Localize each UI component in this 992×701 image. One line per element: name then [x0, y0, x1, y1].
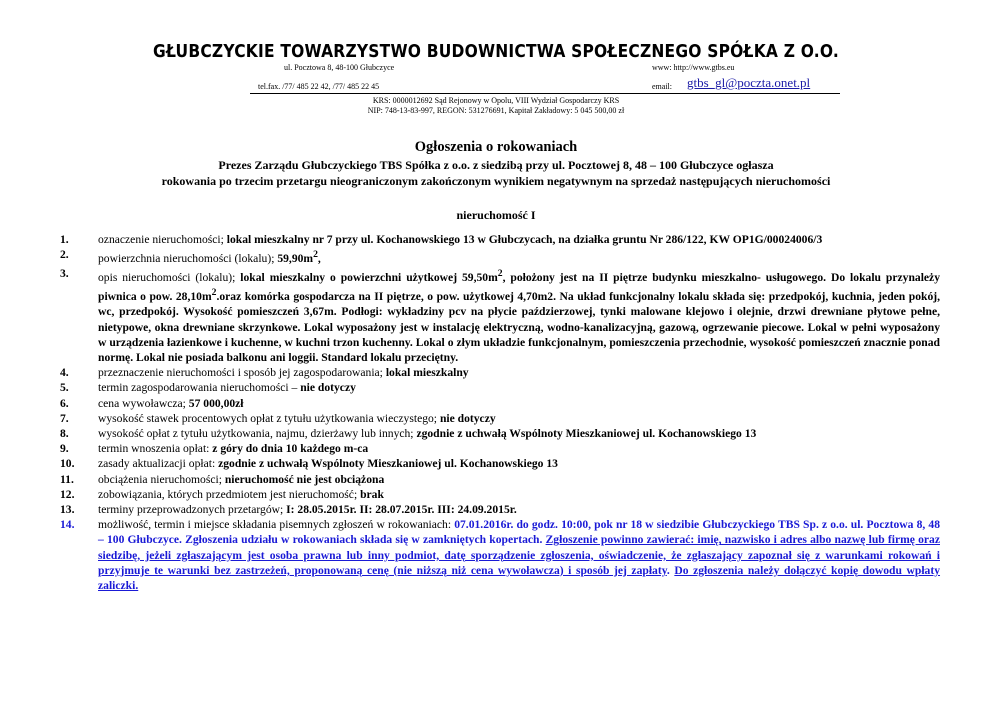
item-text: oznaczenie nieruchomości; lokal mieszkalny nr 7 przy ul. Kochanowskiego 13 w Głubczycach, na działka gruntu Nr 286/122, KW OP1G/00024006/3: [98, 233, 823, 246]
item-text: zasady aktualizacji opłat: zgodnie z uchwałą Wspólnoty Mieszkaniowej ul. Kochanowskiego 13: [98, 457, 558, 471]
item-number: 10.: [60, 457, 75, 471]
item-text: opis nieruchomości (lokalu); lokal mieszkalny o powierzchni użytkowej $59,50m^2$, położony jest na II piętrze budynku mieszkalno- usługowego. Do lokalu przynależy piwnica o pow. $28,10m^2.oraz$ komórka gospodarcza na II piętrze, o pow. użytkowej 4,70m2. Na układ funkcjonalny lokalu składa się: przedpokój, kuchnia, jeden pokój, wc, przedpokój. Wysokość pomieszczeń 3,67m. Podłogi: wykładziny pcv na płycie paździerzowej, tynki malowane klejowo i olejnie, drzwi drewniane płytowe pełne, nietypowe, okna drewniane skrzynkowe. Lokal wyposażony jest w instalację elektryczną, wodno-kanalizacyjną, gazową, ogrzewanie piecowe. Lokal w pełni wyposażony w urządzenia łazienkowe i kuchenne, w kuchni trzon kuchenny. Lokal o złym układzie funkcjonalnym, pomieszczenia przechodnie, wysokość pomieszczeń znacznie ponad normę. Lokal nie posiada balkonu ani loggii. Standard lokalu przeciętny.: [98, 268, 940, 364]
item-number: 4.: [60, 366, 69, 380]
item-number: 9.: [60, 442, 69, 456]
list-item: [60, 411, 940, 426]
item-number: 8.: [60, 427, 69, 441]
item-text: zobowiązania, których przedmiotem jest nieruchomość; brak: [98, 487, 384, 501]
intro-line-1: Prezes Zarządu Głubczyckiego TBS Spółka z o.o. z siedzibą przy ul. Pocztowej 8, 48 – 100 Głubczyce ogłasza: [218, 158, 774, 172]
item-number: 6.: [60, 396, 69, 410]
list-item: [60, 380, 940, 395]
item-number: 13.: [60, 503, 75, 517]
registry-info: [0, 96, 992, 116]
item-number: 12.: [60, 487, 75, 501]
krs-line: KRS: 0000012692 Sąd Rejonowy w Opolu, VIII Wydział Gospodarczy KRS: [372, 96, 620, 105]
item-text: powierzchnia nieruchomości (lokalu); $59,90m^2$,: [98, 249, 321, 266]
nip-line: NIP: 748-13-83-997, REGON: 531276691, Kapitał Zakładowy: 5 045 500,00 zł: [367, 106, 625, 115]
company-telfax: tel.fax. /77/ 485 22 42, /77/ 485 22 45: [258, 82, 380, 91]
company-www[interactable]: www: http://www.gtbs.eu: [652, 63, 735, 72]
intro-line-2: rokowania po trzecim przetargu nieograniczonym zakończonym wynikiem negatywnym na sprzedaż następujących nieruchomości: [161, 174, 831, 188]
item-number: 5.: [60, 381, 69, 395]
list-item: [60, 266, 940, 365]
item-number: 3.: [60, 267, 69, 281]
item-text: wysokość stawek procentowych opłat z tytułu użytkowania wieczystego; nie dotyczy: [98, 411, 496, 425]
item-number: 14.: [60, 518, 75, 532]
item-text: obciążenia nieruchomości; nieruchomość nie jest obciążona: [98, 472, 385, 486]
item-text: termin wnoszenia opłat: z góry do dnia 10 każdego m-ca: [98, 442, 369, 456]
company-address: ul. Pocztowa 8, 48-100 Głubczyce: [284, 63, 395, 72]
email-label: email:: [652, 82, 672, 91]
list-item: [60, 396, 940, 411]
list-item: [60, 456, 940, 471]
page-title: Ogłoszenia o rokowaniach: [414, 139, 578, 155]
property-details-list: [60, 222, 940, 593]
company-name: GŁUBCZYCKIE TOWARZYSTWO BUDOWNICTWA SPOŁECZNEGO SPÓŁKA Z O.O.: [153, 40, 839, 62]
list-item: [60, 232, 940, 247]
list-item: [60, 441, 940, 456]
intro: [0, 157, 992, 189]
item-number: 2.: [60, 248, 69, 262]
item-number: 7.: [60, 411, 69, 425]
item-text: terminy przeprowadzonych przetargów; I: 28.05.2015r. II: 28.07.2015r. III: 24.09.2015r.: [98, 503, 517, 517]
item-text: wysokość opłat z tytułu użytkowania, najmu, dzierżawy lub innych; zgodnie z uchwałą Wspólnoty Mieszkaniowej ul. Kochanowskiego 13: [98, 427, 757, 441]
list-item: [60, 365, 940, 380]
item-number: 1.: [60, 233, 69, 246]
list-item: [60, 247, 940, 266]
list-item: [60, 472, 940, 487]
email-link[interactable]: gtbs_gl@poczta.onet.pl: [687, 75, 811, 90]
item-text: cena wywoławcza; 57 000,00zł: [98, 396, 244, 410]
item-number: 11.: [60, 472, 74, 486]
list-item: [60, 487, 940, 502]
item-text: możliwość, termin i miejsce składania pisemnych zgłoszeń w rokowaniach: 07.01.2016r. do godz. 10:00, pok nr 18 w siedzibie Głubczyckiego TBS Sp. z o.o. ul. Pocztowa 8, 48 – 100 Głubczyce. Zgłoszenia udziału w rokowaniach składa się w zamkniętych kopertach. Zgłoszenie powinno zawierać: imię, nazwisko i adres albo nazwę lub firmę oraz siedzibę, jeżeli zgłaszającym jest osoba prawna lub inny podmiot, datę sporządzenie zgłoszenia, oświadczenie, że zgłaszający zapoznał się z warunkami rokowań i przyjmuje te warunki bez zastrzeżeń, proponowaną cenę (nie niższą niż cena wywoławcza) i sposób jej zapłaty. Do zgłoszenia należy dołączyć kopię dowodu wpłaty zaliczki.: [98, 518, 941, 593]
item-text: przeznaczenie nieruchomości i sposób jej zagospodarowania; lokal mieszkalny: [98, 366, 469, 380]
item-text: termin zagospodarowania nieruchomości – nie dotyczy: [98, 381, 356, 395]
list-item: [60, 426, 940, 441]
header-divider: [250, 93, 840, 94]
section-title: nieruchomość I: [456, 208, 536, 222]
list-item: [60, 517, 940, 593]
list-item: [60, 502, 940, 517]
